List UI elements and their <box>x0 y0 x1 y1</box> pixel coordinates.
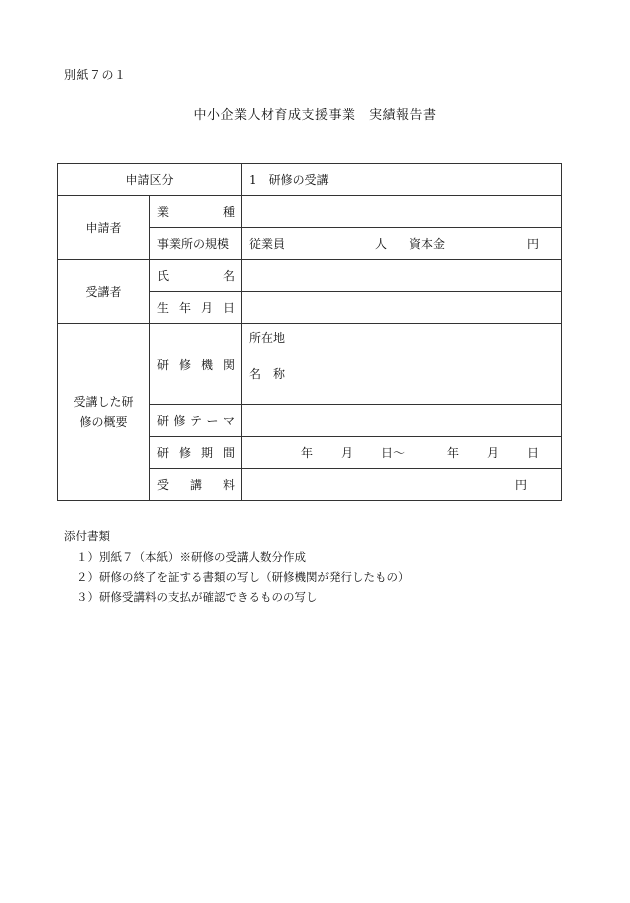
period-start-year-unit: 年 <box>301 446 314 460</box>
applicant-label: 申請者 <box>58 196 150 260</box>
attachment-item: １）別紙７（本紙）※研修の受講人数分作成 <box>76 550 306 564</box>
institution-field[interactable] <box>242 324 562 405</box>
industry-char: 業 <box>157 205 170 219</box>
attachment-item: ２）研修の終了を証する書類の写し（研修機関が発行したもの） <box>76 570 410 584</box>
theme-char: ー <box>206 414 219 428</box>
fee-label <box>150 469 242 501</box>
attachment-item: ３）研修受講料の支払が確認できるものの写し <box>76 590 318 604</box>
document-title: 中小企業人材育成支援事業 実績報告書 <box>193 108 437 123</box>
business-scale-field[interactable] <box>242 228 562 260</box>
row-name <box>58 260 562 292</box>
period-label <box>150 437 242 469</box>
period-start-day-unit: 日～ <box>381 446 406 460</box>
row-institution <box>58 324 562 405</box>
birth-date-char: 生 <box>157 301 170 315</box>
industry-char: 種 <box>222 205 235 219</box>
persons-unit: 人 <box>375 237 388 251</box>
attachments-section <box>64 526 410 607</box>
industry-label <box>150 196 242 228</box>
fee-char: 講 <box>189 478 202 492</box>
institution-char: 研 <box>157 357 170 372</box>
period-field[interactable] <box>242 437 562 469</box>
training-overview-label <box>58 324 150 501</box>
birth-date-char: 日 <box>222 301 235 315</box>
employees-label: 従業員 <box>249 237 286 251</box>
name-field[interactable] <box>242 260 562 292</box>
row-application-category <box>58 164 562 196</box>
row-industry <box>58 196 562 228</box>
period-char: 研 <box>157 446 170 460</box>
capital-label: 資本金 <box>409 237 446 251</box>
birth-date-label <box>150 292 242 324</box>
institution-name-label: 名 称 <box>249 367 286 381</box>
period-end-month-unit: 月 <box>487 446 500 460</box>
fee-yen-unit: 円 <box>515 478 528 492</box>
institution-location-label: 所在地 <box>249 331 286 345</box>
name-char: 氏 <box>157 269 170 283</box>
fee-char: 料 <box>222 478 235 492</box>
theme-char: 研 <box>157 414 170 428</box>
institution-char: 機 <box>200 357 213 372</box>
yen-unit: 円 <box>527 237 540 251</box>
fee-char: 受 <box>157 478 170 492</box>
training-overview-label-line1: 受講した研 <box>73 395 134 409</box>
birth-date-field[interactable] <box>242 292 562 324</box>
application-category-label: 申請区分 <box>58 164 242 196</box>
training-overview-label-line2: 修の概要 <box>79 415 128 429</box>
period-char: 修 <box>178 446 191 460</box>
business-scale-label: 事業所の規模 <box>150 228 242 260</box>
name-char: 名 <box>222 269 235 283</box>
period-char: 期 <box>200 446 213 460</box>
period-start-month-unit: 月 <box>341 446 354 460</box>
birth-date-char: 月 <box>200 301 213 315</box>
name-label <box>150 260 242 292</box>
theme-field[interactable] <box>242 405 562 437</box>
report-form-table <box>57 163 562 501</box>
institution-label <box>150 324 242 405</box>
industry-field[interactable] <box>242 196 562 228</box>
application-category-value[interactable]: 1 研修の受講 <box>242 164 562 196</box>
theme-char: テ <box>189 414 202 428</box>
birth-date-char: 年 <box>178 301 191 315</box>
institution-char: 修 <box>178 357 191 372</box>
theme-label <box>150 405 242 437</box>
institution-char: 関 <box>222 357 235 372</box>
fee-field[interactable] <box>242 469 562 501</box>
period-end-day-unit: 日 <box>527 446 540 460</box>
attachments-heading: 添付書類 <box>64 529 110 543</box>
form-number-label: 別紙７の１ <box>64 68 127 82</box>
period-char: 間 <box>222 446 235 460</box>
period-end-year-unit: 年 <box>447 446 460 460</box>
attendee-label: 受講者 <box>58 260 150 324</box>
theme-char: 修 <box>173 414 186 428</box>
theme-char: マ <box>222 414 235 428</box>
